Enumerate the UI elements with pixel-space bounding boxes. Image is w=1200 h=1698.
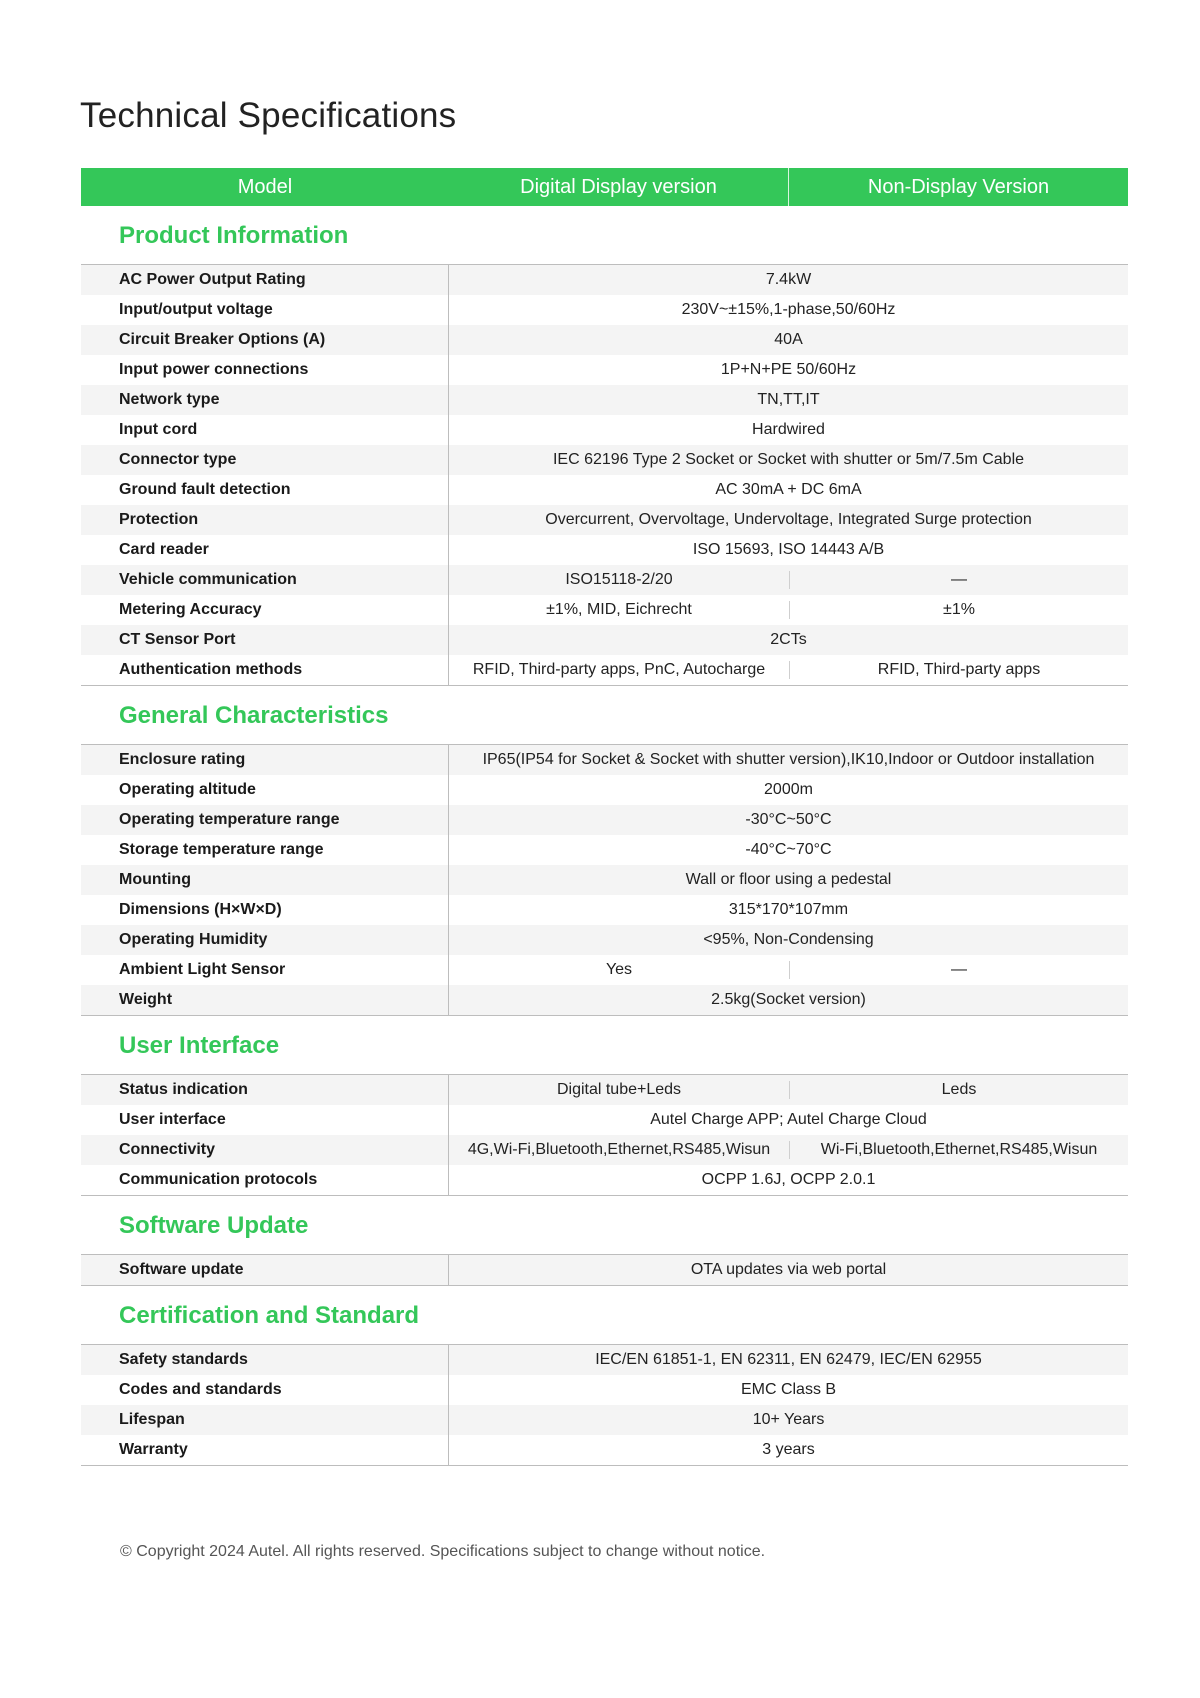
spec-sheet — [81, 168, 1128, 1466]
spec-table — [81, 1344, 1128, 1466]
spec-value: 3 years — [762, 1441, 815, 1458]
table-row — [81, 805, 1128, 835]
spec-value-display-version: 4G,Wi-Fi,Bluetooth,Ethernet,RS485,Wisun — [449, 1141, 790, 1159]
table-row — [81, 655, 1128, 685]
spec-label: Input cord — [81, 415, 449, 445]
spec-label: CT Sensor Port — [81, 625, 449, 655]
spec-label: Operating altitude — [81, 775, 449, 805]
header-non-display-version: Non-Display Version — [867, 175, 1050, 198]
table-row — [81, 745, 1128, 775]
spec-value: 40A — [774, 331, 803, 348]
spec-table — [81, 264, 1128, 686]
spec-label: Mounting — [81, 865, 449, 895]
spec-label: Operating Humidity — [81, 925, 449, 955]
table-row — [81, 1435, 1128, 1465]
copyright-notice: © Copyright 2024 Autel. All rights reserved. Specifications subject to change without notice. — [120, 1543, 766, 1560]
section-title: Product Information — [119, 222, 349, 249]
spec-label: Circuit Breaker Options (A) — [81, 325, 449, 355]
spec-value: 230V~±15%,1-phase,50/60Hz — [681, 301, 896, 318]
spec-label: Dimensions (H×W×D) — [81, 895, 449, 925]
table-row — [81, 265, 1128, 295]
spec-value-display-version: Yes — [449, 961, 790, 979]
spec-value: AC 30mA + DC 6mA — [715, 481, 862, 498]
spec-label: Codes and standards — [81, 1375, 449, 1405]
spec-value-display-version: Digital tube+Leds — [449, 1081, 790, 1099]
spec-label: Software update — [81, 1255, 449, 1285]
spec-value: Hardwired — [752, 421, 825, 438]
spec-value-display-version: ±1%, MID, Eichrecht — [449, 601, 790, 619]
spec-value-display-version: ISO15118-2/20 — [449, 571, 790, 589]
spec-value: 1P+N+PE 50/60Hz — [720, 361, 857, 378]
table-row — [81, 1405, 1128, 1435]
spec-value: IP65(IP54 for Socket & Socket with shutter version),IK10,Indoor or Outdoor installation — [482, 751, 1095, 768]
table-row — [81, 1375, 1128, 1405]
spec-value: IEC/EN 61851-1, EN 62311, EN 62479, IEC/EN 62955 — [595, 1351, 982, 1368]
spec-label: Input/output voltage — [81, 295, 449, 325]
section-title: General Characteristics — [119, 702, 389, 729]
spec-label: Connector type — [81, 445, 449, 475]
spec-label: Authentication methods — [81, 655, 449, 685]
spec-value-display-version: RFID, Third-party apps, PnC, Autocharge — [449, 661, 790, 679]
section-title: Software Update — [119, 1212, 309, 1239]
spec-sections — [81, 206, 1128, 1466]
spec-value-non-display-version: — — [951, 961, 967, 978]
spec-value: 2.5kg(Socket version) — [711, 991, 866, 1008]
table-row — [81, 1165, 1128, 1195]
table-row — [81, 1255, 1128, 1285]
spec-value: 2CTs — [770, 631, 807, 648]
table-row — [81, 595, 1128, 625]
spec-value: 10+ Years — [752, 1411, 825, 1428]
table-row — [81, 955, 1128, 985]
spec-label: Card reader — [81, 535, 449, 565]
spec-value-non-display-version: ±1% — [943, 601, 975, 618]
table-row — [81, 1345, 1128, 1375]
spec-value: EMC Class B — [740, 1381, 837, 1398]
spec-label: Ground fault detection — [81, 475, 449, 505]
spec-value: 7.4kW — [765, 271, 812, 288]
spec-table — [81, 1074, 1128, 1196]
spec-value: Wall or floor using a pedestal — [685, 871, 892, 888]
spec-label: Protection — [81, 505, 449, 535]
table-row — [81, 355, 1128, 385]
table-header — [81, 168, 1128, 206]
spec-value: IEC 62196 Type 2 Socket or Socket with shutter or 5m/7.5m Cable — [552, 451, 1025, 468]
spec-value: Autel Charge APP; Autel Charge Cloud — [650, 1111, 927, 1128]
table-row — [81, 295, 1128, 325]
section-title: Certification and Standard — [119, 1302, 420, 1329]
spec-table — [81, 1254, 1128, 1286]
table-row — [81, 625, 1128, 655]
spec-label: Input power connections — [81, 355, 449, 385]
spec-label: Operating temperature range — [81, 805, 449, 835]
table-row — [81, 925, 1128, 955]
spec-value-non-display-version: RFID, Third-party apps — [877, 661, 1041, 678]
spec-label: Safety standards — [81, 1345, 449, 1375]
spec-value: -30°C~50°C — [745, 811, 832, 828]
spec-value-non-display-version: Wi-Fi,Bluetooth,Ethernet,RS485,Wisun — [820, 1141, 1098, 1158]
spec-label: Metering Accuracy — [81, 595, 449, 625]
spec-value-non-display-version: — — [951, 571, 967, 588]
table-row — [81, 535, 1128, 565]
spec-label: Status indication — [81, 1075, 449, 1105]
spec-value-non-display-version: Leds — [941, 1081, 977, 1098]
spec-label: Weight — [81, 985, 449, 1015]
header-display-version: Digital Display version — [449, 168, 789, 206]
table-row — [81, 1105, 1128, 1135]
spec-label: Lifespan — [81, 1405, 449, 1435]
spec-label: Communication protocols — [81, 1165, 449, 1195]
spec-value: ISO 15693, ISO 14443 A/B — [692, 541, 885, 558]
table-row — [81, 895, 1128, 925]
table-row — [81, 1075, 1128, 1105]
table-row — [81, 985, 1128, 1015]
spec-value: <95%, Non-Condensing — [703, 931, 874, 948]
table-row — [81, 865, 1128, 895]
page-title: Technical Specifications — [80, 96, 457, 135]
spec-value: TN,TT,IT — [757, 391, 820, 408]
table-row — [81, 835, 1128, 865]
spec-value: 2000m — [764, 781, 813, 798]
spec-label: Network type — [81, 385, 449, 415]
header-model: Model — [237, 175, 293, 198]
spec-label: Ambient Light Sensor — [81, 955, 449, 985]
table-row — [81, 775, 1128, 805]
spec-label: User interface — [81, 1105, 449, 1135]
spec-value: -40°C~70°C — [745, 841, 832, 858]
spec-table — [81, 744, 1128, 1016]
spec-label: Vehicle communication — [81, 565, 449, 595]
table-row — [81, 415, 1128, 445]
spec-label: AC Power Output Rating — [81, 265, 449, 295]
section-title: User Interface — [119, 1032, 280, 1059]
table-row — [81, 385, 1128, 415]
table-row — [81, 565, 1128, 595]
spec-label: Storage temperature range — [81, 835, 449, 865]
spec-label: Connectivity — [81, 1135, 449, 1165]
spec-value: OCPP 1.6J, OCPP 2.0.1 — [701, 1171, 876, 1188]
table-row — [81, 505, 1128, 535]
spec-label: Warranty — [81, 1435, 449, 1465]
table-row — [81, 1135, 1128, 1165]
spec-value: 315*170*107mm — [728, 901, 849, 918]
table-row — [81, 445, 1128, 475]
table-row — [81, 475, 1128, 505]
spec-value: OTA updates via web portal — [690, 1261, 887, 1278]
spec-value: Overcurrent, Overvoltage, Undervoltage, Integrated Surge protection — [545, 511, 1032, 528]
spec-label: Enclosure rating — [81, 745, 449, 775]
table-row — [81, 325, 1128, 355]
